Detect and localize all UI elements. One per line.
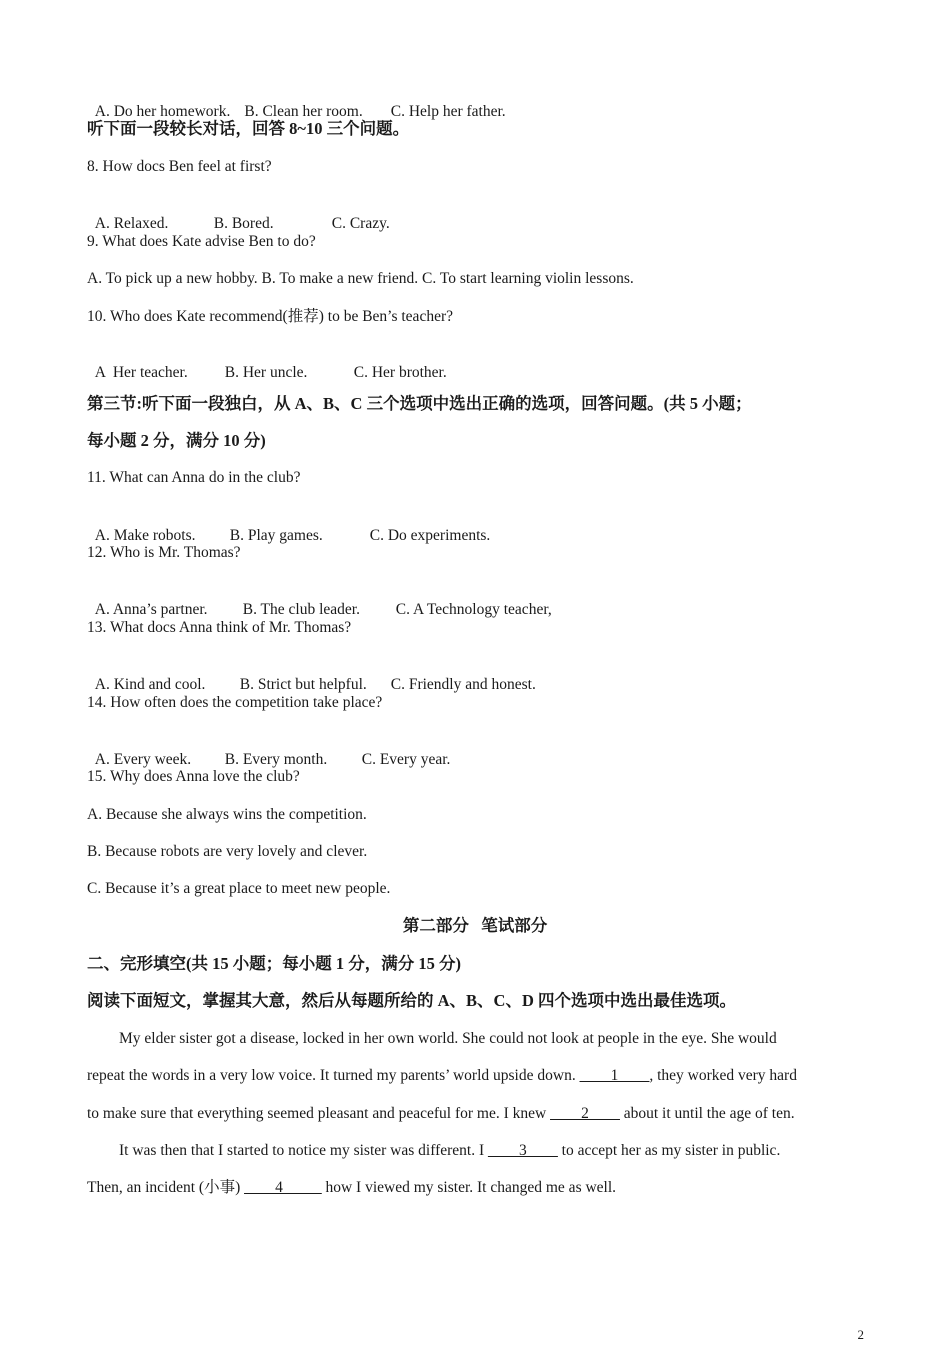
cloze-blank-4: ____4_____ xyxy=(244,1179,322,1196)
q14-options xyxy=(87,730,450,770)
q14-option-b: B. Every month. xyxy=(224,751,328,768)
q11-option-c: C. Do experiments. xyxy=(369,527,491,544)
q15-option-a: A. Because she always wins the competition. xyxy=(87,806,367,823)
section3-header-line2: 每小题 2 分，满分 10 分) xyxy=(87,431,266,450)
cloze-blank-2: ____2____ xyxy=(550,1105,620,1122)
passage-line-3 xyxy=(87,1104,795,1124)
q8-options xyxy=(87,194,390,234)
passage-text: to accept her as my sister in public. xyxy=(557,1142,781,1159)
cloze-instruction: 阅读下面短文，掌握其大意，然后从每题所给的 A、B、C、D 四个选项中选出最佳选项。 xyxy=(87,991,737,1010)
passage-text: to make sure that everything seemed pleasant and peaceful for me. I knew xyxy=(87,1105,551,1122)
q14-question: 14. How often does the competition take place? xyxy=(87,694,383,711)
passage-text: Then, an incident (小事) xyxy=(87,1179,245,1196)
q11-options xyxy=(87,506,490,546)
cloze-blank-3: ____3____ xyxy=(488,1142,558,1159)
q11-option-b: B. Play games. xyxy=(229,527,323,544)
passage-line-2 xyxy=(87,1066,797,1086)
page-number: 2 xyxy=(857,1327,864,1342)
q13-option-b: B. Strict but helpful. xyxy=(239,676,367,693)
cloze-blank-1: ____1____ xyxy=(579,1067,650,1084)
passage-line-4 xyxy=(119,1141,780,1161)
q15-question: 15. Why does Anna love the club? xyxy=(87,768,300,785)
cloze-header: 二、完形填空(共 15 小题；每小题 1 分，满分 15 分) xyxy=(87,954,461,973)
passage-text: It was then that I started to notice my sister was different. I xyxy=(119,1142,489,1159)
q7-options xyxy=(87,82,506,122)
q9-question: 9. What does Kate advise Ben to do? xyxy=(87,233,316,250)
q12-options xyxy=(87,580,552,620)
q8-question: 8. How docs Ben feel at first? xyxy=(87,158,272,175)
passage-line-5 xyxy=(87,1178,616,1198)
q10-option-c: C. Her brother. xyxy=(353,364,447,381)
q14-option-a: A. Every week. xyxy=(94,751,192,768)
q10-option-b: B. Her uncle. xyxy=(224,364,308,381)
q10-option-a: A Her teacher. xyxy=(94,364,188,381)
q7-option-b: B. Clean her room. xyxy=(244,103,363,120)
q11-question: 11. What can Anna do in the club? xyxy=(87,469,301,486)
q8-option-a: A. Relaxed. xyxy=(94,215,169,232)
q13-option-c: C. Friendly and honest. xyxy=(390,676,536,693)
q8-option-b: B. Bored. xyxy=(213,215,274,232)
q7-option-c: C. Help her father. xyxy=(390,103,506,120)
q7-option-a: A. Do her homework. xyxy=(94,103,231,120)
q12-option-a: A. Anna’s partner. xyxy=(94,601,208,618)
q13-question: 13. What docs Anna think of Mr. Thomas? xyxy=(87,619,352,636)
passage-text: about it until the age of ten. xyxy=(619,1105,795,1122)
passage-text: how I viewed my sister. It changed me as well. xyxy=(321,1179,617,1196)
q12-option-b: B. The club leader. xyxy=(242,601,360,618)
q13-option-a: A. Kind and cool. xyxy=(94,676,206,693)
part2-title: 第二部分 笔试部分 xyxy=(402,916,548,935)
q12-question: 12. Who is Mr. Thomas? xyxy=(87,544,241,561)
q14-option-c: C. Every year. xyxy=(361,751,451,768)
passage-text: , they worked very hard xyxy=(649,1067,797,1084)
section3-header-line1: 第三节:听下面一段独白，从 A、B、C 三个选项中选出正确的选项，回答问题。(共 5 小题； xyxy=(87,394,752,413)
q8-option-c: C. Crazy. xyxy=(331,215,390,232)
q10-options xyxy=(87,343,447,383)
q10-question: 10. Who does Kate recommend(推荐) to be Ben’s teacher? xyxy=(87,308,453,325)
passage-text: repeat the words in a very low voice. It turned my parents’ world upside down. xyxy=(87,1067,580,1084)
q15-option-b: B. Because robots are very lovely and clever. xyxy=(87,843,368,860)
q13-options xyxy=(87,655,536,695)
q15-option-c: C. Because it’s a great place to meet new people. xyxy=(87,880,391,897)
q9-options: A. To pick up a new hobby. B. To make a new friend. C. To start learning violin lessons. xyxy=(87,270,634,287)
q12-option-c: C. A Technology teacher, xyxy=(395,601,552,618)
q11-option-a: A. Make robots. xyxy=(94,527,196,544)
section-8-10-header: 听下面一段较长对话，回答 8~10 三个问题。 xyxy=(87,119,410,138)
passage-line-1: My elder sister got a disease, locked in her own world. She could not look at people in the eye. She would xyxy=(119,1030,777,1047)
